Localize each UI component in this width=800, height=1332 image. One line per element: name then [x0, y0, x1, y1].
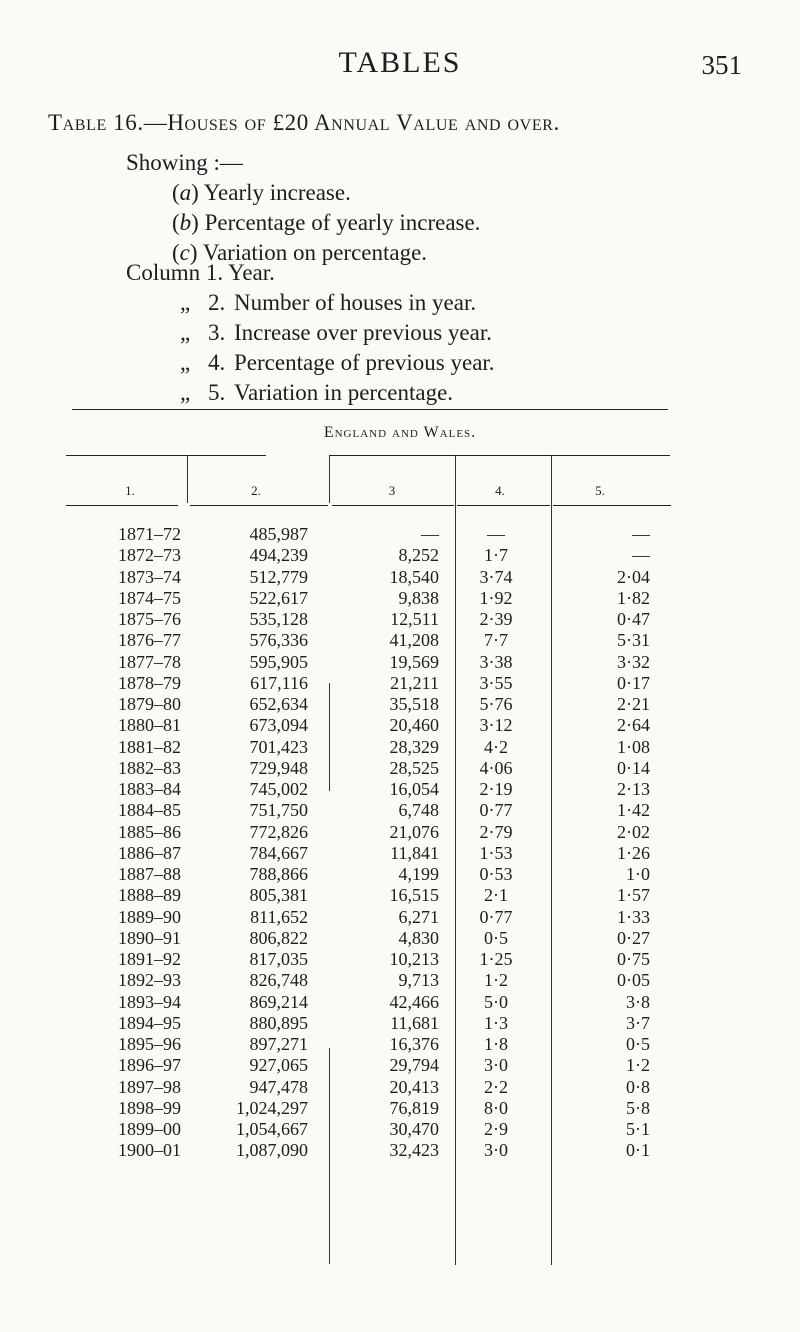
showing-text: Percentage of yearly increase. — [204, 210, 481, 235]
increase-cell: 35,518 — [389, 694, 439, 714]
variation-cell: 2·04 — [617, 566, 650, 587]
table-row — [0, 1140, 800, 1161]
table-row — [0, 524, 800, 545]
increase-cell: 9,713 — [398, 970, 439, 991]
column-text: Percentage of previous year. — [234, 350, 495, 375]
year-cell: 1895–96 — [118, 1034, 181, 1054]
showing-item-b: (b) Percentage of yearly increase. — [172, 210, 481, 235]
variation-cell: 1·57 — [617, 885, 650, 906]
year-cell: 1889–90 — [118, 906, 181, 927]
column-text: Number of houses in year. — [234, 290, 477, 315]
variation-cell: 3·32 — [617, 651, 650, 672]
table-row — [0, 567, 800, 588]
houses-cell: 576,336 — [249, 630, 308, 651]
percentage-cell: 0·77 — [479, 800, 513, 821]
table-row — [0, 822, 800, 843]
year-cell: 1892–93 — [118, 970, 181, 991]
variation-cell: 5·31 — [617, 630, 650, 651]
variation-cell: — — [632, 524, 650, 544]
percentage-cell: 1·92 — [479, 587, 513, 608]
table-row — [0, 970, 800, 991]
table-row — [0, 992, 800, 1013]
column-num: 1. — [205, 260, 224, 285]
column-num: 5. — [208, 380, 226, 405]
year-cell: 1881–82 — [118, 736, 181, 757]
houses-cell: 806,822 — [249, 927, 308, 948]
increase-cell: 4,830 — [398, 927, 439, 948]
table-row — [0, 1119, 800, 1140]
showing-legend — [126, 148, 480, 268]
showing-key: b — [179, 210, 192, 235]
table-row — [0, 609, 800, 630]
variation-cell: 5·8 — [626, 1097, 650, 1118]
increase-cell: 8,252 — [398, 545, 439, 566]
increase-cell: 21,211 — [390, 672, 439, 693]
increase-cell: 21,076 — [389, 821, 439, 842]
year-cell: 1874–75 — [118, 587, 181, 608]
year-cell: 1896–97 — [118, 1055, 181, 1076]
column-text: Increase over previous year. — [234, 320, 492, 345]
variation-cell: — — [632, 545, 650, 566]
table-row — [0, 715, 800, 736]
increase-cell: 42,466 — [389, 991, 439, 1012]
houses-cell: 673,094 — [249, 715, 308, 736]
houses-cell: 880,895 — [249, 1012, 308, 1033]
increase-cell: 32,423 — [389, 1140, 439, 1161]
increase-cell: 11,681 — [390, 1012, 439, 1033]
year-cell: 1877–78 — [118, 651, 181, 672]
header-bottom-rule — [553, 505, 671, 506]
ditto-mark: „ — [180, 350, 191, 375]
year-cell: 1885–86 — [118, 821, 181, 842]
variation-cell: 1·26 — [617, 842, 650, 863]
table-row — [0, 694, 800, 715]
houses-cell: 751,750 — [249, 800, 308, 821]
variation-cell: 1·2 — [626, 1055, 650, 1076]
variation-cell: 2·02 — [617, 821, 650, 842]
percentage-cell: 1·25 — [479, 949, 513, 969]
year-cell: 1873–74 — [118, 566, 181, 587]
col-header-5: 5. — [595, 483, 605, 498]
houses-cell: 701,423 — [249, 736, 308, 757]
col-header-2: 2. — [251, 483, 261, 498]
table-row — [0, 673, 800, 694]
table-row — [0, 949, 800, 970]
variation-cell: 1·33 — [617, 906, 650, 927]
houses-cell: 772,826 — [249, 821, 308, 842]
table-row — [0, 800, 800, 821]
percentage-cell: 2·2 — [484, 1076, 508, 1097]
column-divider — [187, 455, 188, 503]
year-cell: 1871–72 — [118, 524, 181, 544]
showing-key: c — [179, 240, 190, 265]
percentage-cell: 3·0 — [484, 1140, 508, 1161]
houses-cell: 1,054,667 — [236, 1119, 308, 1139]
increase-cell: 4,199 — [398, 864, 439, 884]
showing-text: Yearly increase. — [203, 180, 351, 205]
top-rule — [72, 409, 668, 410]
increase-cell: 41,208 — [389, 630, 439, 651]
variation-cell: 1·42 — [617, 800, 650, 821]
header-bottom-rule — [332, 505, 454, 506]
houses-cell: 788,866 — [249, 864, 308, 884]
year-cell: 1884–85 — [118, 800, 181, 821]
houses-cell: 485,987 — [249, 524, 308, 544]
table-row — [0, 588, 800, 609]
percentage-cell: 0·77 — [479, 906, 513, 927]
houses-cell: 869,214 — [249, 991, 308, 1012]
column-text: Variation in percentage. — [234, 380, 454, 405]
table-row — [0, 1098, 800, 1119]
header-top-rule — [330, 455, 670, 456]
year-cell: 1872–73 — [118, 545, 181, 566]
column-text: Year. — [228, 260, 275, 285]
table-row — [0, 907, 800, 928]
percentage-cell: 2·19 — [479, 779, 513, 799]
col-header-4: 4. — [495, 483, 505, 498]
increase-cell: 16,376 — [389, 1034, 439, 1054]
col-header-1: 1. — [125, 483, 135, 498]
table-row — [0, 545, 800, 566]
percentage-cell: 1·3 — [484, 1012, 508, 1033]
header-bottom-rule — [66, 505, 178, 506]
houses-cell: 927,065 — [249, 1055, 308, 1076]
houses-cell: 947,478 — [249, 1076, 308, 1097]
year-cell: 1875–76 — [118, 609, 181, 629]
variation-cell: 2·13 — [617, 779, 650, 799]
increase-cell: 19,569 — [389, 651, 439, 672]
houses-cell: 729,948 — [249, 757, 308, 778]
percentage-cell: 1·8 — [484, 1034, 508, 1054]
increase-cell: 28,525 — [389, 757, 439, 778]
year-cell: 1886–87 — [118, 842, 181, 863]
houses-cell: 745,002 — [249, 779, 308, 799]
year-cell: 1898–99 — [118, 1097, 181, 1118]
table-row — [0, 885, 800, 906]
percentage-cell: 5·76 — [479, 694, 513, 714]
year-cell: 1890–91 — [118, 927, 181, 948]
houses-cell: 784,667 — [249, 842, 308, 863]
percentage-cell: 0·5 — [484, 927, 508, 948]
increase-cell: 16,515 — [389, 885, 439, 906]
variation-cell: 1·08 — [617, 736, 650, 757]
year-cell: 1894–95 — [118, 1012, 181, 1033]
variation-cell: 0·5 — [626, 1034, 650, 1054]
increase-cell: 28,329 — [389, 736, 439, 757]
percentage-cell: 1·7 — [484, 545, 508, 566]
increase-cell: 6,748 — [398, 800, 439, 821]
houses-cell: 512,779 — [249, 566, 308, 587]
year-cell: 1880–81 — [118, 715, 181, 736]
year-cell: 1883–84 — [118, 779, 181, 799]
houses-cell: 595,905 — [249, 651, 308, 672]
houses-cell: 805,381 — [249, 885, 308, 906]
table-row — [0, 843, 800, 864]
houses-cell: 522,617 — [249, 587, 308, 608]
column-label: Column — [126, 260, 201, 285]
table-row — [0, 652, 800, 673]
year-cell: 1878–79 — [118, 672, 181, 693]
houses-cell: 1,087,090 — [236, 1140, 308, 1161]
variation-cell: 0·17 — [617, 672, 650, 693]
percentage-cell: 2·1 — [484, 885, 508, 906]
variation-cell: 0·27 — [617, 927, 650, 948]
table-row — [0, 1013, 800, 1034]
increase-cell: 10,213 — [389, 949, 439, 969]
percentage-cell: 3·74 — [479, 566, 513, 587]
year-cell: 1876–77 — [118, 630, 181, 651]
variation-cell: 0·14 — [617, 757, 650, 778]
table-subheading: England and Wales. — [323, 424, 477, 441]
variation-cell: 2·21 — [617, 694, 650, 714]
table-row — [0, 864, 800, 885]
column-legend-item — [126, 318, 492, 348]
increase-cell: 20,460 — [389, 715, 439, 736]
year-cell: 1879–80 — [118, 694, 181, 714]
houses-cell: 897,271 — [249, 1034, 308, 1054]
year-cell: 1897–98 — [118, 1076, 181, 1097]
ditto-mark: „ — [180, 320, 191, 345]
percentage-cell: 2·79 — [479, 821, 513, 842]
increase-cell: 18,540 — [389, 566, 439, 587]
table-row — [0, 1055, 800, 1076]
col-header-3: 3 — [388, 483, 396, 498]
variation-cell: 0·75 — [617, 949, 650, 969]
year-cell: 1899–00 — [118, 1119, 181, 1139]
variation-cell: 0·1 — [626, 1140, 650, 1161]
increase-cell: 6,271 — [398, 906, 439, 927]
houses-cell: 817,035 — [249, 949, 308, 969]
percentage-cell: 5·0 — [484, 991, 508, 1012]
table-row — [0, 1034, 800, 1055]
variation-cell: 5·1 — [626, 1119, 650, 1139]
houses-cell: 494,239 — [249, 545, 308, 566]
percentage-cell: 1·53 — [479, 842, 513, 863]
column-num: 2. — [208, 290, 226, 315]
percentage-cell: 7·7 — [484, 630, 508, 651]
column-num: 3. — [208, 320, 226, 345]
variation-cell: 3·8 — [626, 991, 650, 1012]
table-row — [0, 758, 800, 779]
percentage-cell: 4·2 — [484, 736, 508, 757]
column-divider — [329, 455, 330, 503]
percentage-cell: 3·55 — [479, 672, 513, 693]
percentage-cell: 1·2 — [484, 970, 508, 991]
percentage-cell: 8·0 — [484, 1097, 508, 1118]
variation-cell: 1·82 — [617, 587, 650, 608]
increase-cell: 11,841 — [390, 842, 439, 863]
year-cell: 1891–92 — [118, 949, 181, 969]
page-header-title: TABLES — [338, 46, 462, 79]
ditto-mark: „ — [180, 290, 191, 315]
caption-title: —Houses of £20 Annual Value and over. — [143, 110, 560, 135]
ditto-mark: „ — [180, 380, 191, 405]
table-row — [0, 928, 800, 949]
houses-cell: 617,116 — [250, 672, 308, 693]
houses-cell: 811,652 — [250, 906, 308, 927]
variation-cell: 0·05 — [617, 970, 650, 991]
increase-cell: 12,511 — [390, 609, 439, 629]
variation-cell: 0·8 — [626, 1076, 650, 1097]
year-cell: 1900–01 — [118, 1140, 181, 1161]
percentage-cell: 3·0 — [484, 1055, 508, 1076]
year-cell: 1893–94 — [118, 991, 181, 1012]
showing-text: Variation on percentage. — [202, 240, 428, 265]
houses-cell: 535,128 — [249, 609, 308, 629]
percentage-cell: 0·53 — [479, 864, 513, 884]
page-number: 351 — [701, 50, 742, 80]
column-legend — [126, 258, 495, 408]
year-cell: 1887–88 — [118, 864, 181, 884]
variation-cell: 3·7 — [626, 1012, 650, 1033]
increase-cell: — — [421, 524, 439, 544]
header-bottom-rule — [190, 505, 328, 506]
showing-item-a: (a) Yearly increase. — [172, 180, 351, 205]
showing-key: a — [179, 180, 192, 205]
year-cell: 1888–89 — [118, 885, 181, 906]
column-num: 4. — [208, 350, 226, 375]
table-row — [0, 1077, 800, 1098]
column-legend-item — [126, 378, 454, 408]
variation-cell: 2·64 — [617, 715, 650, 736]
showing-label: Showing :— — [126, 150, 243, 175]
percentage-cell: 3·12 — [479, 715, 513, 736]
percentage-cell: 3·38 — [479, 651, 513, 672]
percentage-cell: — — [487, 524, 505, 544]
table-caption — [48, 110, 560, 136]
data-table — [0, 524, 800, 1162]
percentage-cell: 2·9 — [484, 1119, 508, 1139]
running-header — [0, 44, 800, 84]
table-row — [0, 630, 800, 651]
increase-cell: 9,838 — [398, 587, 439, 608]
table-row — [0, 737, 800, 758]
header-bottom-rule — [457, 505, 550, 506]
column-legend-item — [126, 348, 495, 378]
variation-cell: 1·0 — [626, 864, 650, 884]
houses-cell: 1,024,297 — [236, 1097, 308, 1118]
increase-cell: 30,470 — [389, 1119, 439, 1139]
increase-cell: 29,794 — [389, 1055, 439, 1076]
caption-prefix: Table 16. — [48, 110, 144, 135]
increase-cell: 76,819 — [389, 1097, 439, 1118]
column-legend-item — [126, 288, 477, 318]
increase-cell: 20,413 — [389, 1076, 439, 1097]
houses-cell: 826,748 — [249, 970, 308, 991]
column-legend-item — [126, 258, 275, 288]
variation-cell: 0·47 — [617, 609, 650, 629]
houses-cell: 652,634 — [249, 694, 308, 714]
increase-cell: 16,054 — [389, 779, 439, 799]
percentage-cell: 4·06 — [479, 757, 513, 778]
header-top-rule — [66, 455, 266, 456]
table-row — [0, 779, 800, 800]
percentage-cell: 2·39 — [479, 609, 513, 629]
year-cell: 1882–83 — [118, 757, 181, 778]
showing-item-c: (c) Variation on percentage. — [172, 240, 428, 265]
